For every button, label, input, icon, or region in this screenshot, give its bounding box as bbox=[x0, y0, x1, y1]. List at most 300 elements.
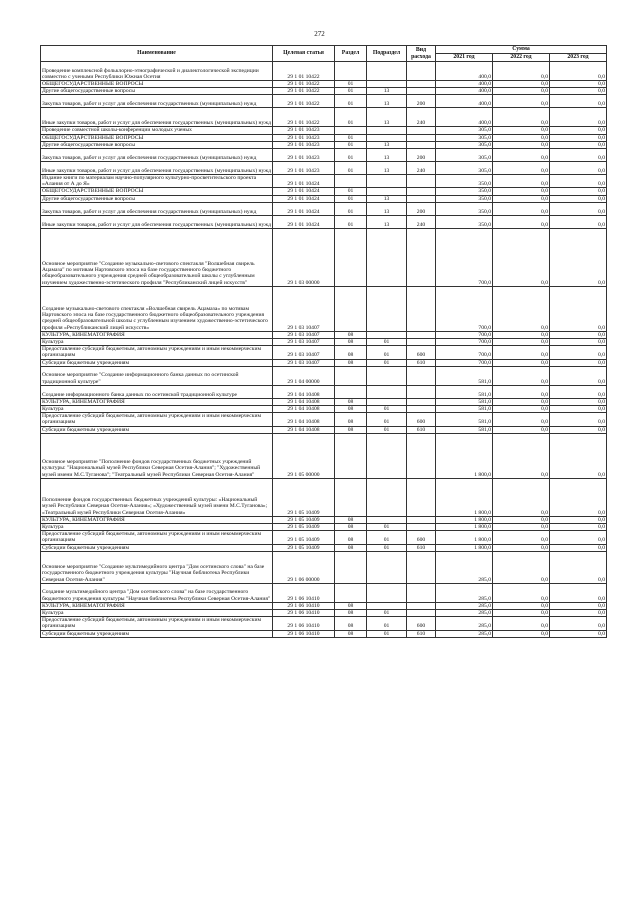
row-subsection: 13 bbox=[367, 215, 407, 228]
row-sum-2022: 0,0 bbox=[493, 583, 550, 602]
row-sum-2023: 0,0 bbox=[550, 195, 607, 202]
row-sum-2023: 0,0 bbox=[550, 551, 607, 583]
row-sum-2023: 0,0 bbox=[550, 215, 607, 228]
row-sum-2021: 1 800,0 bbox=[436, 433, 493, 478]
row-expense-type bbox=[407, 366, 436, 385]
row-section: 01 bbox=[335, 195, 367, 202]
row-article: 29 1 05 10409 bbox=[273, 524, 335, 531]
row-expense-type bbox=[407, 610, 436, 617]
row-sum-2022: 0,0 bbox=[493, 141, 550, 148]
row-sum-2021: 350,0 bbox=[436, 195, 493, 202]
row-sum-2021: 400,0 bbox=[436, 95, 493, 108]
row-sum-2021: 400,0 bbox=[436, 81, 493, 88]
table-row bbox=[41, 433, 607, 478]
row-sum-2022: 0,0 bbox=[493, 551, 550, 583]
row-sum-2023: 0,0 bbox=[550, 398, 607, 405]
row-expense-type: 200 bbox=[407, 149, 436, 162]
row-sum-2023: 0,0 bbox=[550, 630, 607, 637]
row-sum-2022: 0,0 bbox=[493, 81, 550, 88]
row-article: 29 1 04 10408 bbox=[273, 413, 335, 426]
row-name: Другие общегосударственные вопросы bbox=[41, 88, 273, 95]
table-row bbox=[41, 81, 607, 88]
row-article: 29 1 04 10408 bbox=[273, 385, 335, 398]
row-sum-2022: 0,0 bbox=[493, 346, 550, 359]
row-sum-2022: 0,0 bbox=[493, 433, 550, 478]
row-sum-2021: 581,0 bbox=[436, 385, 493, 398]
row-article: 29 1 06 10410 bbox=[273, 583, 335, 602]
row-name: Другие общегосударственные вопросы bbox=[41, 141, 273, 148]
row-sum-2023: 0,0 bbox=[550, 602, 607, 609]
row-sum-2023: 0,0 bbox=[550, 175, 607, 188]
row-sum-2021: 581,0 bbox=[436, 413, 493, 426]
row-section: 08 bbox=[335, 339, 367, 346]
row-article: 29 1 01 10423 bbox=[273, 149, 335, 162]
row-subsection: 13 bbox=[367, 95, 407, 108]
row-sum-2022: 0,0 bbox=[493, 398, 550, 405]
row-name: Проведение совместной школы-конференции молодых ученых bbox=[41, 127, 273, 134]
row-section: 08 bbox=[335, 331, 367, 338]
header-article: Целевая статья bbox=[273, 46, 335, 62]
row-sum-2021: 285,0 bbox=[436, 617, 493, 630]
page-number: 272 bbox=[314, 30, 325, 38]
row-article: 29 1 05 10409 bbox=[273, 544, 335, 551]
row-section: 01 bbox=[335, 188, 367, 195]
row-expense-type: 240 bbox=[407, 108, 436, 127]
row-sum-2023: 0,0 bbox=[550, 413, 607, 426]
row-expense-type bbox=[407, 88, 436, 95]
row-article: 29 1 03 10407 bbox=[273, 346, 335, 359]
row-article: 29 1 01 10424 bbox=[273, 195, 335, 202]
row-expense-type: 610 bbox=[407, 359, 436, 366]
row-sum-2021: 285,0 bbox=[436, 610, 493, 617]
row-name: КУЛЬТУРА, КИНЕМАТОГРАФИЯ bbox=[41, 398, 273, 405]
header-year-2022: 2022 год bbox=[493, 54, 550, 62]
row-sum-2022: 0,0 bbox=[493, 95, 550, 108]
row-sum-2021: 305,0 bbox=[436, 162, 493, 175]
row-section: 08 bbox=[335, 413, 367, 426]
row-article: 29 1 06 10410 bbox=[273, 630, 335, 637]
row-subsection bbox=[367, 286, 407, 331]
row-expense-type bbox=[407, 286, 436, 331]
table-row bbox=[41, 346, 607, 359]
table-row bbox=[41, 398, 607, 405]
table-row bbox=[41, 630, 607, 637]
row-section: 01 bbox=[335, 149, 367, 162]
row-sum-2021: 700,0 bbox=[436, 228, 493, 286]
row-article: 29 1 01 10424 bbox=[273, 175, 335, 188]
row-section: 08 bbox=[335, 359, 367, 366]
row-sum-2022: 0,0 bbox=[493, 406, 550, 413]
row-article: 29 1 04 10408 bbox=[273, 406, 335, 413]
row-sum-2022: 0,0 bbox=[493, 215, 550, 228]
row-name: Культура bbox=[41, 524, 273, 531]
row-section: 01 bbox=[335, 141, 367, 148]
row-expense-type bbox=[407, 134, 436, 141]
row-name: Пополнение фондов государственных бюджетных учреждений культуры: «Национальный музей Республики Северная Осетия-Алания»; «Художественный музей имени М.С.Туганова»; «Театральный музей Республики Северная Осетия-Алания» bbox=[41, 478, 273, 516]
row-name: КУЛЬТУРА, КИНЕМАТОГРАФИЯ bbox=[41, 331, 273, 338]
table-row bbox=[41, 134, 607, 141]
row-section bbox=[335, 127, 367, 134]
row-subsection bbox=[367, 127, 407, 134]
row-name: Культура bbox=[41, 406, 273, 413]
row-expense-type bbox=[407, 175, 436, 188]
row-name: Закупка товаров, работ и услуг для обеспечения государственных (муниципальных) нужд bbox=[41, 149, 273, 162]
table-row bbox=[41, 544, 607, 551]
row-name: Издание книги по материалам научно-популярного культурно-просветительского проекта «Алания от А до Я» bbox=[41, 175, 273, 188]
row-article: 29 1 05 00000 bbox=[273, 433, 335, 478]
row-sum-2021: 305,0 bbox=[436, 127, 493, 134]
table-row bbox=[41, 202, 607, 215]
row-section: 01 bbox=[335, 134, 367, 141]
row-expense-type bbox=[407, 516, 436, 523]
row-section: 08 bbox=[335, 426, 367, 433]
row-sum-2023: 0,0 bbox=[550, 62, 607, 81]
row-section: 01 bbox=[335, 202, 367, 215]
row-name: ОБЩЕГОСУДАРСТВЕННЫЕ ВОПРОСЫ bbox=[41, 81, 273, 88]
row-section bbox=[335, 286, 367, 331]
row-name: Закупка товаров, работ и услуг для обеспечения государственных (муниципальных) нужд bbox=[41, 202, 273, 215]
row-sum-2023: 0,0 bbox=[550, 202, 607, 215]
row-name: Проведение комплексной фольклорно-этнографической и диалектологической экспедиции совместно с учеными Республики Южная Осетия bbox=[41, 62, 273, 81]
row-name: Культура bbox=[41, 610, 273, 617]
row-sum-2021: 581,0 bbox=[436, 426, 493, 433]
row-expense-type: 600 bbox=[407, 531, 436, 544]
row-section: 01 bbox=[335, 162, 367, 175]
table-row bbox=[41, 95, 607, 108]
row-article: 29 1 03 00000 bbox=[273, 228, 335, 286]
row-article: 29 1 03 10407 bbox=[273, 331, 335, 338]
row-article: 29 1 01 10423 bbox=[273, 134, 335, 141]
row-sum-2023: 0,0 bbox=[550, 331, 607, 338]
row-sum-2022: 0,0 bbox=[493, 426, 550, 433]
table-row bbox=[41, 551, 607, 583]
row-expense-type bbox=[407, 551, 436, 583]
row-sum-2023: 0,0 bbox=[550, 406, 607, 413]
row-sum-2023: 0,0 bbox=[550, 426, 607, 433]
header-year-2023: 2023 год bbox=[550, 54, 607, 62]
row-sum-2022: 0,0 bbox=[493, 516, 550, 523]
row-sum-2022: 0,0 bbox=[493, 385, 550, 398]
row-sum-2023: 0,0 bbox=[550, 141, 607, 148]
row-subsection: 13 bbox=[367, 108, 407, 127]
row-article: 29 1 04 10408 bbox=[273, 398, 335, 405]
row-name: КУЛЬТУРА, КИНЕМАТОГРАФИЯ bbox=[41, 516, 273, 523]
row-sum-2023: 0,0 bbox=[550, 359, 607, 366]
row-sum-2022: 0,0 bbox=[493, 62, 550, 81]
row-name: Предоставление субсидий бюджетным, автономным учреждениям и иным некоммерческим организациям bbox=[41, 346, 273, 359]
row-sum-2023: 0,0 bbox=[550, 81, 607, 88]
row-expense-type: 200 bbox=[407, 202, 436, 215]
row-section: 08 bbox=[335, 630, 367, 637]
row-sum-2021: 400,0 bbox=[436, 108, 493, 127]
row-article: 29 1 01 10423 bbox=[273, 162, 335, 175]
row-sum-2022: 0,0 bbox=[493, 630, 550, 637]
row-name: Создание мультимедийного центра "Дом осетинского слова" на базе государственного бюджетного учреждения культуры "Научная библиотека Республики Северная Осетия-Алания" bbox=[41, 583, 273, 602]
row-expense-type bbox=[407, 583, 436, 602]
row-sum-2023: 0,0 bbox=[550, 478, 607, 516]
row-subsection: 13 bbox=[367, 195, 407, 202]
row-section bbox=[335, 175, 367, 188]
row-article: 29 1 01 10423 bbox=[273, 127, 335, 134]
row-sum-2023: 0,0 bbox=[550, 544, 607, 551]
budget-table bbox=[40, 45, 607, 638]
row-section bbox=[335, 385, 367, 398]
row-article: 29 1 06 10410 bbox=[273, 602, 335, 609]
row-name: Основное мероприятие "Создание музыкально-светового спектакля "Волшебная свирель Ацамаза" по мотивам Нартовского эпоса на базе государственного бюджетного общеобразовательного учреждения средней общеобразовательной школы с углубленным изучением художественно-эстетического профиля "Республиканский лицей искусств" bbox=[41, 228, 273, 286]
row-sum-2021: 305,0 bbox=[436, 134, 493, 141]
row-subsection: 01 bbox=[367, 346, 407, 359]
header-expense-type: Вид расхода bbox=[407, 46, 436, 62]
row-expense-type: 600 bbox=[407, 346, 436, 359]
row-expense-type: 240 bbox=[407, 162, 436, 175]
table-row bbox=[41, 188, 607, 195]
row-article: 29 1 05 10409 bbox=[273, 531, 335, 544]
row-section: 01 bbox=[335, 88, 367, 95]
row-section: 01 bbox=[335, 95, 367, 108]
row-subsection: 01 bbox=[367, 426, 407, 433]
row-article: 29 1 01 10422 bbox=[273, 88, 335, 95]
row-sum-2022: 0,0 bbox=[493, 602, 550, 609]
row-section bbox=[335, 62, 367, 81]
row-sum-2021: 350,0 bbox=[436, 188, 493, 195]
row-sum-2022: 0,0 bbox=[493, 610, 550, 617]
row-article: 29 1 05 10409 bbox=[273, 478, 335, 516]
row-sum-2022: 0,0 bbox=[493, 331, 550, 338]
row-subsection bbox=[367, 62, 407, 81]
row-sum-2021: 700,0 bbox=[436, 339, 493, 346]
row-sum-2022: 0,0 bbox=[493, 286, 550, 331]
row-sum-2021: 700,0 bbox=[436, 331, 493, 338]
row-expense-type bbox=[407, 195, 436, 202]
row-expense-type bbox=[407, 62, 436, 81]
row-sum-2023: 0,0 bbox=[550, 433, 607, 478]
row-expense-type: 610 bbox=[407, 630, 436, 637]
row-subsection bbox=[367, 331, 407, 338]
row-name: Иные закупки товаров, работ и услуг для обеспечения государственных (муниципальных) нужд bbox=[41, 162, 273, 175]
row-name: ОБЩЕГОСУДАРСТВЕННЫЕ ВОПРОСЫ bbox=[41, 188, 273, 195]
row-section bbox=[335, 366, 367, 385]
row-sum-2023: 0,0 bbox=[550, 127, 607, 134]
row-sum-2022: 0,0 bbox=[493, 202, 550, 215]
row-sum-2022: 0,0 bbox=[493, 162, 550, 175]
row-sum-2021: 1 800,0 bbox=[436, 478, 493, 516]
row-subsection bbox=[367, 134, 407, 141]
header-section: Раздел bbox=[335, 46, 367, 62]
row-subsection bbox=[367, 366, 407, 385]
row-sum-2022: 0,0 bbox=[493, 228, 550, 286]
table-row bbox=[41, 524, 607, 531]
row-name: Субсидии бюджетным учреждениям bbox=[41, 544, 273, 551]
row-sum-2022: 0,0 bbox=[493, 478, 550, 516]
row-sum-2023: 0,0 bbox=[550, 385, 607, 398]
row-sum-2021: 350,0 bbox=[436, 202, 493, 215]
table-row bbox=[41, 583, 607, 602]
row-subsection bbox=[367, 385, 407, 398]
table-row bbox=[41, 602, 607, 609]
header-name: Наименование bbox=[41, 46, 273, 62]
row-sum-2021: 400,0 bbox=[436, 62, 493, 81]
table-row bbox=[41, 478, 607, 516]
row-sum-2021: 305,0 bbox=[436, 141, 493, 148]
row-subsection: 13 bbox=[367, 162, 407, 175]
row-name: Субсидии бюджетным учреждениям bbox=[41, 426, 273, 433]
row-sum-2022: 0,0 bbox=[493, 413, 550, 426]
row-name: Закупка товаров, работ и услуг для обеспечения государственных (муниципальных) нужд bbox=[41, 95, 273, 108]
row-subsection: 01 bbox=[367, 359, 407, 366]
row-article: 29 1 06 10410 bbox=[273, 610, 335, 617]
row-sum-2023: 0,0 bbox=[550, 346, 607, 359]
table-row bbox=[41, 175, 607, 188]
row-sum-2022: 0,0 bbox=[493, 339, 550, 346]
row-section: 08 bbox=[335, 610, 367, 617]
row-article: 29 1 06 10410 bbox=[273, 617, 335, 630]
row-sum-2022: 0,0 bbox=[493, 366, 550, 385]
row-expense-type bbox=[407, 331, 436, 338]
row-subsection: 13 bbox=[367, 88, 407, 95]
row-sum-2023: 0,0 bbox=[550, 134, 607, 141]
row-sum-2023: 0,0 bbox=[550, 149, 607, 162]
row-sum-2023: 0,0 bbox=[550, 524, 607, 531]
row-subsection bbox=[367, 602, 407, 609]
row-subsection: 01 bbox=[367, 630, 407, 637]
row-subsection: 01 bbox=[367, 524, 407, 531]
row-article: 29 1 03 10407 bbox=[273, 286, 335, 331]
row-name: Создание музыкально-светового спектакля «Волшебная свирель Ацамаза» по мотивам Нартовского эпоса на базе государственного бюджетного общеобразовательного учреждения средней общеобразовательной школы с углубленным изучением художественно-эстетического профиля «Республиканский лицей искусств» bbox=[41, 286, 273, 331]
row-sum-2022: 0,0 bbox=[493, 175, 550, 188]
row-sum-2022: 0,0 bbox=[493, 134, 550, 141]
row-expense-type bbox=[407, 385, 436, 398]
header-sum: Сумма bbox=[436, 46, 607, 54]
row-name: Создание информационного банка данных по осетинской традиционной культуре bbox=[41, 385, 273, 398]
row-sum-2021: 700,0 bbox=[436, 359, 493, 366]
row-sum-2023: 0,0 bbox=[550, 162, 607, 175]
row-sum-2023: 0,0 bbox=[550, 583, 607, 602]
row-subsection bbox=[367, 478, 407, 516]
row-section: 01 bbox=[335, 81, 367, 88]
row-name: Предоставление субсидий бюджетным, автономным учреждениям и иным некоммерческим организациям bbox=[41, 617, 273, 630]
row-expense-type bbox=[407, 406, 436, 413]
table-row bbox=[41, 331, 607, 338]
row-expense-type bbox=[407, 127, 436, 134]
row-name: Другие общегосударственные вопросы bbox=[41, 195, 273, 202]
row-section: 01 bbox=[335, 108, 367, 127]
table-row bbox=[41, 406, 607, 413]
row-subsection: 01 bbox=[367, 339, 407, 346]
row-expense-type bbox=[407, 478, 436, 516]
row-subsection bbox=[367, 81, 407, 88]
table-row bbox=[41, 62, 607, 81]
row-section: 08 bbox=[335, 346, 367, 359]
row-subsection bbox=[367, 583, 407, 602]
row-article: 29 1 04 00000 bbox=[273, 366, 335, 385]
header-subsection: Подраздел bbox=[367, 46, 407, 62]
row-expense-type: 200 bbox=[407, 95, 436, 108]
row-expense-type bbox=[407, 524, 436, 531]
row-sum-2023: 0,0 bbox=[550, 610, 607, 617]
row-sum-2021: 700,0 bbox=[436, 346, 493, 359]
row-name: Основное мероприятие "Создание информационного банка данных по осетинской традиционной культуре" bbox=[41, 366, 273, 385]
row-sum-2022: 0,0 bbox=[493, 108, 550, 127]
row-sum-2021: 581,0 bbox=[436, 366, 493, 385]
table-row bbox=[41, 215, 607, 228]
row-article: 29 1 03 10407 bbox=[273, 339, 335, 346]
row-subsection: 01 bbox=[367, 610, 407, 617]
row-sum-2022: 0,0 bbox=[493, 195, 550, 202]
row-subsection: 01 bbox=[367, 406, 407, 413]
row-subsection: 13 bbox=[367, 202, 407, 215]
row-sum-2023: 0,0 bbox=[550, 339, 607, 346]
row-name: Иные закупки товаров, работ и услуг для обеспечения государственных (муниципальных) нужд bbox=[41, 108, 273, 127]
row-sum-2023: 0,0 bbox=[550, 531, 607, 544]
table-row bbox=[41, 366, 607, 385]
row-name: Основное мероприятие "Пополнение фондов государственных бюджетных учреждений культуры: "Национальный музей Республики Северная Осетия-Алания"; "Художественный музей имени М.С.Туганова"; "Театральный музей Республики Северная Осетия-Алания" bbox=[41, 433, 273, 478]
header-year-2021: 2021 год bbox=[436, 54, 493, 62]
row-sum-2021: 285,0 bbox=[436, 602, 493, 609]
row-sum-2022: 0,0 bbox=[493, 127, 550, 134]
row-expense-type: 600 bbox=[407, 617, 436, 630]
row-section bbox=[335, 551, 367, 583]
row-sum-2022: 0,0 bbox=[493, 149, 550, 162]
table-row bbox=[41, 286, 607, 331]
row-subsection: 13 bbox=[367, 149, 407, 162]
row-section: 08 bbox=[335, 602, 367, 609]
row-expense-type bbox=[407, 228, 436, 286]
row-name: КУЛЬТУРА, КИНЕМАТОГРАФИЯ bbox=[41, 602, 273, 609]
row-article: 29 1 01 10424 bbox=[273, 202, 335, 215]
table-row bbox=[41, 108, 607, 127]
row-article: 29 1 05 10409 bbox=[273, 516, 335, 523]
row-sum-2022: 0,0 bbox=[493, 531, 550, 544]
row-section: 08 bbox=[335, 617, 367, 630]
row-article: 29 1 01 10422 bbox=[273, 62, 335, 81]
row-section: 08 bbox=[335, 531, 367, 544]
row-name: Культура bbox=[41, 339, 273, 346]
table-row bbox=[41, 339, 607, 346]
row-section: 08 bbox=[335, 398, 367, 405]
row-sum-2021: 350,0 bbox=[436, 175, 493, 188]
row-section: 01 bbox=[335, 215, 367, 228]
row-subsection bbox=[367, 433, 407, 478]
table-row bbox=[41, 359, 607, 366]
table-row bbox=[41, 617, 607, 630]
row-sum-2023: 0,0 bbox=[550, 108, 607, 127]
row-article: 29 1 01 10422 bbox=[273, 81, 335, 88]
row-sum-2021: 350,0 bbox=[436, 215, 493, 228]
table-row bbox=[41, 385, 607, 398]
row-article: 29 1 01 10423 bbox=[273, 141, 335, 148]
row-sum-2022: 0,0 bbox=[493, 88, 550, 95]
row-name: ОБЩЕГОСУДАРСТВЕННЫЕ ВОПРОСЫ bbox=[41, 134, 273, 141]
row-name: Основное мероприятие "Создание мультимедийного центра "Дом осетинского слова" на базе государственного бюджетного учреждения культуры "Научная библиотека Республики Северная Осетия-Алания" bbox=[41, 551, 273, 583]
row-article: 29 1 03 10407 bbox=[273, 359, 335, 366]
row-article: 29 1 04 10408 bbox=[273, 426, 335, 433]
row-section bbox=[335, 228, 367, 286]
row-expense-type: 610 bbox=[407, 544, 436, 551]
row-sum-2021: 1 800,0 bbox=[436, 531, 493, 544]
row-sum-2022: 0,0 bbox=[493, 359, 550, 366]
row-sum-2023: 0,0 bbox=[550, 516, 607, 523]
table-row bbox=[41, 531, 607, 544]
row-subsection: 01 bbox=[367, 413, 407, 426]
row-sum-2021: 1 800,0 bbox=[436, 516, 493, 523]
row-sum-2021: 1 800,0 bbox=[436, 544, 493, 551]
row-sum-2021: 285,0 bbox=[436, 630, 493, 637]
row-article: 29 1 01 10424 bbox=[273, 188, 335, 195]
row-section: 08 bbox=[335, 544, 367, 551]
row-expense-type bbox=[407, 141, 436, 148]
row-expense-type bbox=[407, 188, 436, 195]
row-section: 08 bbox=[335, 524, 367, 531]
